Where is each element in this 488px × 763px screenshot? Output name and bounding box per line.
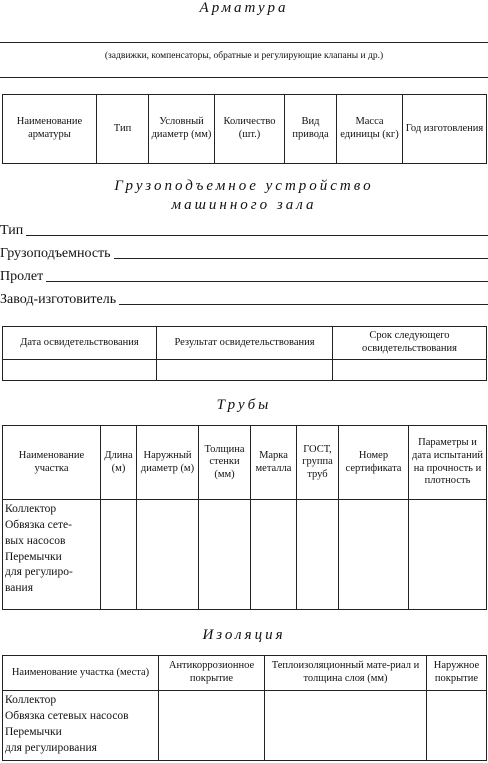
section-names [3,500,101,610]
list-item: Перемычки [5,550,62,563]
field-manufacturer [0,292,488,308]
empty-cell [137,500,199,610]
field-label: Тип [0,223,24,238]
header-cell: Толщина стенки (мм) [199,426,251,500]
empty-cell [265,691,427,761]
header-cell: Наружное покрытие [427,656,487,691]
empty-cell [297,500,339,610]
blank-line [0,77,488,78]
list-item: Перемычки [5,725,62,738]
header-cell: Тип [97,95,149,164]
header-cell: Условный диаметр (мм) [149,95,215,164]
blank-line [119,292,488,305]
field-type [0,223,488,239]
list-item: Коллектор [5,694,57,706]
pipes-title: Трубы [216,397,272,413]
list-item: для регулиро- [5,566,73,579]
header-cell: Параметры и дата испытаний на прочность и плотность [409,426,487,500]
crane-title-line2: машинного зала [171,197,317,213]
empty-cell [159,691,265,761]
empty-cell [427,691,487,761]
blank-line [46,269,488,282]
blank-line [26,223,488,236]
header-cell: Антикоррозионное покрытие [159,656,265,691]
list-item: Обвязка сетевых насосов [5,709,129,722]
empty-cell [199,500,251,610]
field-label: Завод-изготовитель [0,292,117,307]
header-cell: Дата освидетельствования [3,327,157,360]
empty-cell [3,360,157,381]
header-cell: Наружный диаметр (м) [137,426,199,500]
pipes-table [2,425,487,610]
header-cell: Результат освидетельствования [157,327,333,360]
blank-line [0,42,488,43]
armatura-table [2,94,487,164]
header-cell: Вид привода [285,95,337,164]
list-item: вых насосов [5,534,66,547]
header-cell: Наименование участка [3,426,101,500]
header-cell: Номер сертификата [339,426,409,500]
empty-cell [101,500,137,610]
list-item: Обвязка сете- [5,518,72,531]
header-cell: ГОСТ, группа труб [297,426,339,500]
insulation-table [2,655,487,761]
insulation-title: Изоляция [202,627,286,643]
blank-line [114,246,488,259]
armatura-note: (задвижки, компенсаторы, обратные и регулирующие клапаны и др.) [104,51,384,61]
list-item: Коллектор [5,503,57,515]
header-cell: Длина (м) [101,426,137,500]
field-label: Грузоподъемность [0,246,111,261]
armatura-title: Арматура [199,0,289,16]
list-item: для регулирования [5,741,97,754]
section-names [3,691,159,761]
header-cell: Теплоизоляционный мате-риал и толщина слоя (мм) [265,656,427,691]
field-label: Пролет [0,269,44,284]
empty-cell [339,500,409,610]
crane-title-line1: Грузоподъемное устройство [114,178,374,194]
header-cell: Срок следующего освидетельствования [333,327,487,360]
header-cell: Марка металла [251,426,297,500]
header-cell: Год изготовления [403,95,487,164]
header-cell: Наименование арматуры [3,95,97,164]
header-cell: Количество (шт.) [215,95,285,164]
empty-cell [333,360,487,381]
header-cell: Масса единицы (кг) [337,95,403,164]
inspection-table [2,326,487,381]
empty-cell [251,500,297,610]
field-span [0,269,488,285]
empty-cell [157,360,333,381]
list-item: вания [5,582,33,595]
empty-cell [409,500,487,610]
header-cell: Наименование участка (места) [3,656,159,691]
field-capacity [0,246,488,262]
